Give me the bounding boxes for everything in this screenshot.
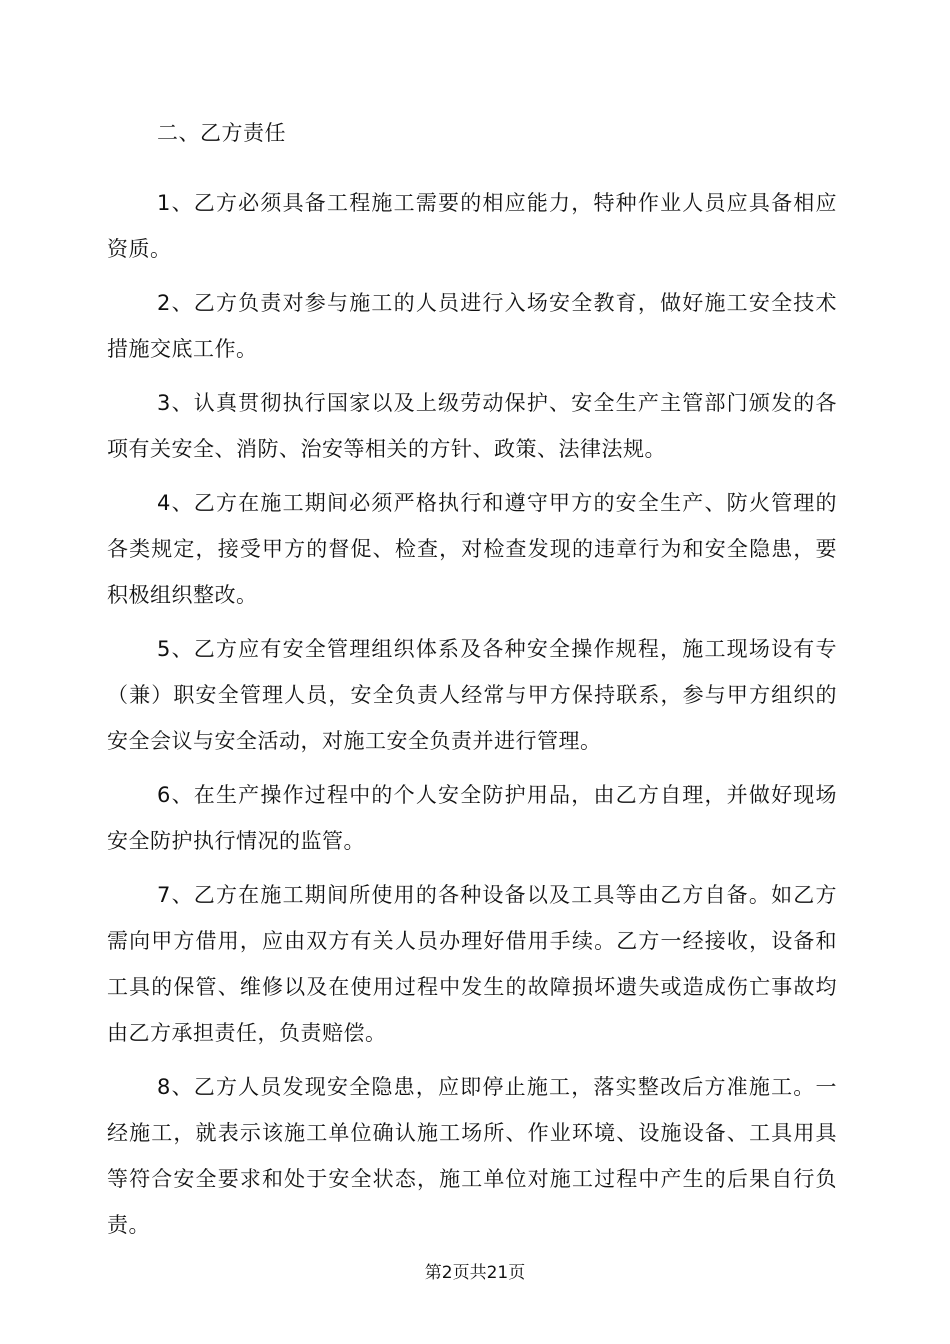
- paragraph-5: 5、乙方应有安全管理组织体系及各种安全操作规程，施工现场设有专（兼）职安全管理人员，安全负责人经常与甲方保持联系，参与甲方组织的安全会议与安全活动，对施工安全负责并进行管理。: [107, 637, 837, 753]
- paragraph-8: 8、乙方人员发现安全隐患，应即停止施工，落实整改后方准施工。一经施工，就表示该施工单位确认施工场所、作业环境、设施设备、工具用具等符合安全要求和处于安全状态，施工单位对施工过程中产生的后果自行负责。: [107, 1075, 837, 1237]
- paragraph-1: 1、乙方必须具备工程施工需要的相应能力，特种作业人员应具备相应资质。: [107, 191, 837, 261]
- paragraph-2: 2、乙方负责对参与施工的人员进行入场安全教育，做好施工安全技术措施交底工作。: [107, 291, 837, 361]
- paragraph-7: 7、乙方在施工期间所使用的各种设备以及工具等由乙方自备。如乙方需向甲方借用，应由双方有关人员办理好借用手续。乙方一经接收，设备和工具的保管、维修以及在使用过程中发生的故障损坏遗失或造成伤亡事故均由乙方承担责任，负责赔偿。: [107, 883, 837, 1045]
- document-body: [107, 110, 837, 1248]
- paragraph-3: 3、认真贯彻执行国家以及上级劳动保护、安全生产主管部门颁发的各项有关安全、消防、治安等相关的方针、政策、法律法规。: [107, 391, 837, 461]
- section-heading: 二、乙方责任: [157, 121, 286, 145]
- page-number-footer: 第2页共21页: [424, 1263, 526, 1283]
- paragraph-4: 4、乙方在施工期间必须严格执行和遵守甲方的安全生产、防火管理的各类规定，接受甲方的督促、检查，对检查发现的违章行为和安全隐患，要积极组织整改。: [107, 491, 837, 607]
- paragraph-6: 6、在生产操作过程中的个人安全防护用品，由乙方自理，并做好现场安全防护执行情况的监管。: [107, 783, 837, 853]
